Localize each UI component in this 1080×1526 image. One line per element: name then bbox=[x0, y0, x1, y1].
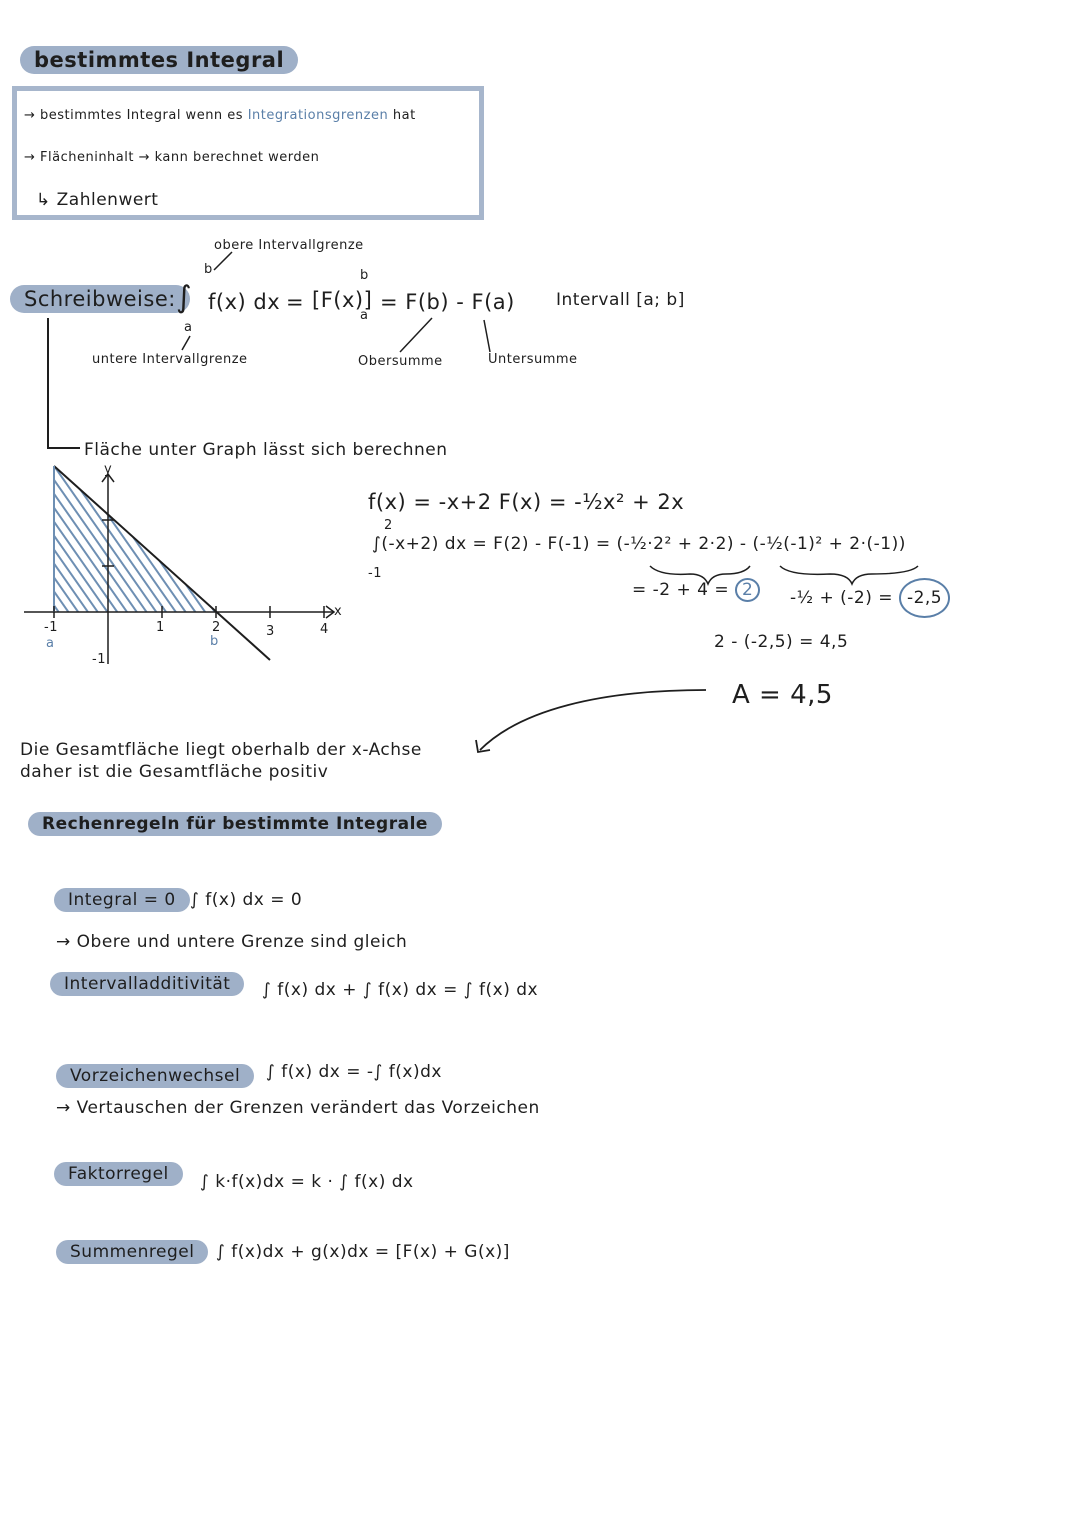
graph-a-label: a bbox=[46, 636, 55, 651]
conclusion-line-2: daher ist die Gesamtfläche positiv bbox=[20, 762, 329, 782]
rule-integral-zero-note: → Obere und untere Grenze sind gleich bbox=[56, 932, 408, 952]
graph-x-label: x bbox=[334, 604, 343, 619]
upper-bound-label: obere Intervallgrenze bbox=[214, 238, 364, 253]
definition-line-1-text: → bestimmtes Integral wenn es bbox=[24, 108, 244, 123]
conclusion-line-1: Die Gesamtfläche liegt oberhalb der x-Achse bbox=[20, 740, 422, 760]
obersumme-arrow bbox=[400, 318, 432, 352]
notation-difference: = F(b) - F(a) bbox=[380, 290, 515, 314]
brace-part1 bbox=[650, 566, 750, 584]
graph-y-label: y bbox=[104, 462, 113, 477]
graph-b-label: b bbox=[210, 634, 219, 649]
example-upper-bound: 2 bbox=[384, 518, 393, 533]
integration-bounds-term: Integrationsgrenzen bbox=[247, 108, 389, 123]
rule-additivity-formula: ∫ f(x) dx + ∫ f(x) dx = ∫ f(x) dx bbox=[262, 980, 539, 1000]
x-tick-2: 2 bbox=[212, 620, 221, 635]
notation-label: Schreibweise: bbox=[10, 285, 190, 313]
rule-integral-zero-name: Integral = 0 bbox=[54, 888, 190, 912]
example-difference: 2 - (-2,5) = 4,5 bbox=[714, 632, 849, 652]
lower-bound-arrow bbox=[182, 336, 190, 350]
example-area: A = 4,5 bbox=[732, 680, 833, 710]
example-lower-bound: -1 bbox=[368, 566, 382, 581]
interval-notation: Intervall [a; b] bbox=[556, 290, 685, 310]
untersumme-arrow bbox=[484, 320, 490, 352]
x-tick-1: 1 bbox=[156, 620, 165, 635]
rule-sign-change-note: → Vertauschen der Grenzen verändert das Vorzeichen bbox=[56, 1098, 540, 1118]
notation-upper-b: b bbox=[204, 262, 213, 277]
notation-integrand: f(x) dx bbox=[208, 290, 281, 314]
example-part2-text: -½ + (-2) = bbox=[790, 588, 894, 608]
example-part2-result: -2,5 bbox=[899, 578, 950, 618]
rule-sum-formula: ∫ f(x)dx + g(x)dx = [F(x) + G(x)] bbox=[216, 1242, 510, 1262]
rule-factor-name: Faktorregel bbox=[54, 1162, 183, 1186]
example-part1-text: = -2 + 4 = bbox=[632, 580, 730, 600]
notation-lower-a: a bbox=[184, 320, 193, 335]
rule-sign-change-formula: ∫ f(x) dx = -∫ f(x)dx bbox=[266, 1062, 442, 1082]
area-note: Fläche unter Graph lässt sich berechnen bbox=[84, 440, 448, 460]
x-tick-4: 4 bbox=[320, 622, 329, 637]
brace-part2 bbox=[780, 566, 918, 584]
rule-additivity-name: Intervalladditivität bbox=[50, 972, 244, 996]
notation-equals: = bbox=[286, 290, 305, 314]
example-integral: ∫(-x+2) dx = F(2) - F(-1) = (-½·2² + 2·2) - (-½(-1)² + 2·(-1)) bbox=[372, 534, 906, 554]
integral-sign: ∫ bbox=[176, 280, 193, 315]
lower-bound-label: untere Intervallgrenze bbox=[92, 352, 248, 367]
notation-bracket-a: a bbox=[360, 308, 369, 323]
notation-bracket-b: b bbox=[360, 268, 369, 283]
definition-line-1-suffix: hat bbox=[392, 108, 416, 123]
upper-bound-arrow bbox=[214, 252, 232, 270]
x-tick-3: 3 bbox=[266, 624, 275, 639]
rules-title: Rechenregeln für bestimmte Integrale bbox=[28, 812, 442, 836]
rule-sum-name: Summenregel bbox=[56, 1240, 208, 1264]
rule-sign-change-name: Vorzeichenwechsel bbox=[56, 1064, 254, 1088]
conclusion-arrow bbox=[480, 690, 706, 750]
x-tick-minus1: -1 bbox=[44, 620, 58, 635]
obersumme-label: Obersumme bbox=[358, 354, 443, 369]
y-tick-minus1: -1 bbox=[92, 652, 106, 667]
example-part1-result: 2 bbox=[735, 578, 760, 602]
untersumme-label: Untersumme bbox=[488, 352, 578, 367]
definition-line-2: → Flächeninhalt → kann berechnet werden bbox=[24, 150, 320, 165]
connector-line bbox=[48, 318, 80, 448]
example-function: f(x) = -x+2 F(x) = -½x² + 2x bbox=[368, 490, 685, 514]
definition-line-3: ↳ Zahlenwert bbox=[36, 190, 159, 210]
notation-antiderivative: [F(x)] bbox=[312, 288, 373, 312]
rule-integral-zero-formula: ∫ f(x) dx = 0 bbox=[190, 890, 303, 910]
rule-factor-formula: ∫ k·f(x)dx = k · ∫ f(x) dx bbox=[200, 1172, 414, 1192]
page-title: bestimmtes Integral bbox=[20, 46, 298, 74]
